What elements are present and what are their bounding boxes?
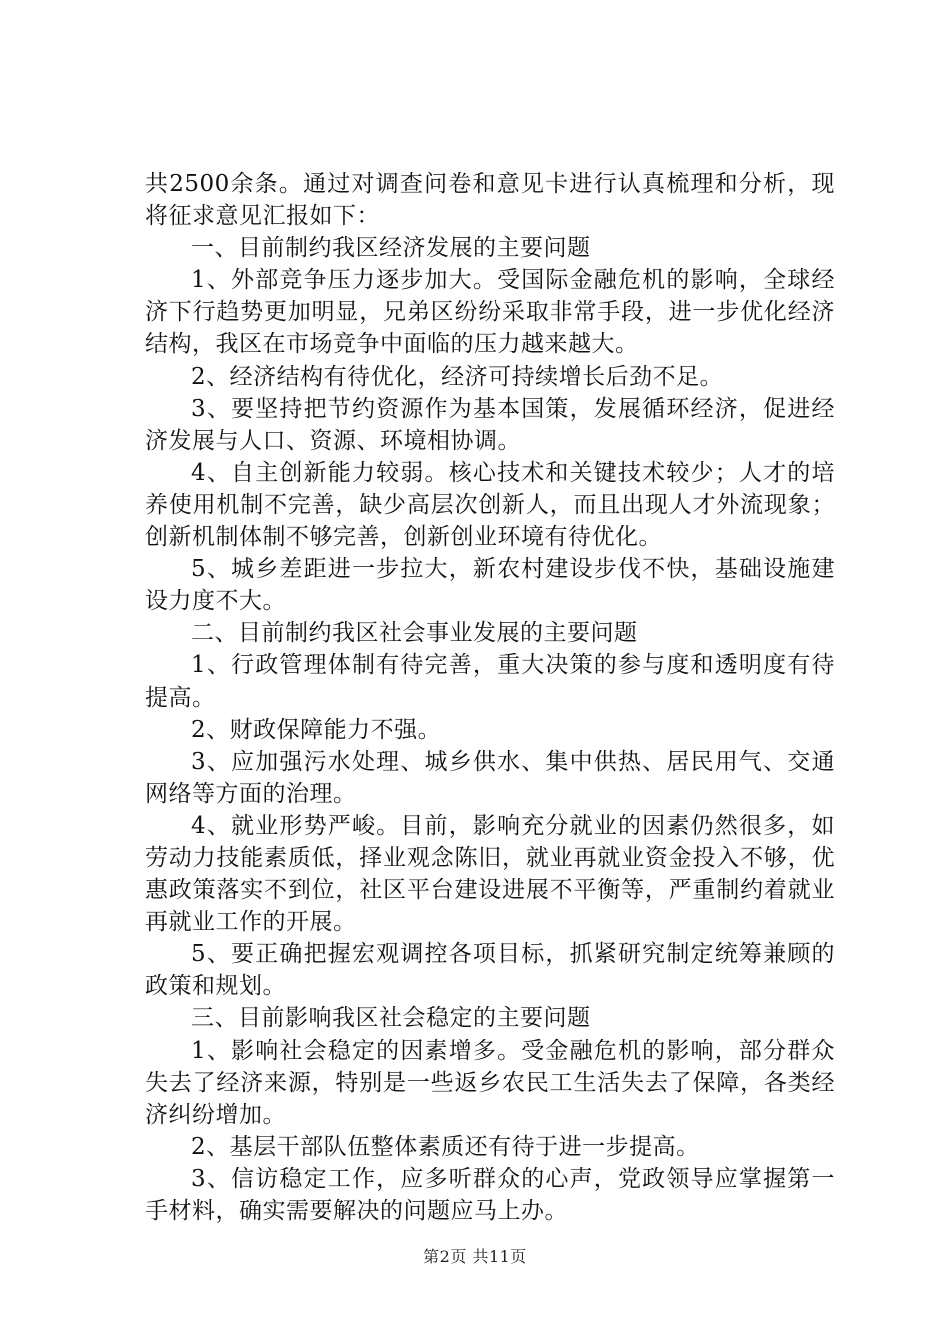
document-body — [145, 168, 835, 1227]
paragraph-economy-3: 3、要坚持把节约资源作为基本国策，发展循环经济，促进经济发展与人口、资源、环境相协调。 — [145, 395, 835, 454]
paragraph-continuation: 共2500余条。通过对调查问卷和意见卡进行认真梳理和分析，现将征求意见汇报如下： — [145, 171, 835, 230]
paragraph-stability-3: 3、信访稳定工作，应多听群众的心声，党政领导应掌握第一手材料，确实需要解决的问题应马上办。 — [145, 1165, 835, 1224]
section-heading-social: 二、目前制约我区社会事业发展的主要问题 — [191, 620, 638, 647]
section-heading-stability: 三、目前影响我区社会稳定的主要问题 — [191, 1005, 591, 1032]
paragraph-social-4: 4、就业形势严峻。目前，影响充分就业的因素仍然很多，如劳动力技能素质低，择业观念陈旧，就业再就业资金投入不够，优惠政策落实不到位，社区平台建设进展不平衡等，严重制约着就业再就业工作的开展。 — [145, 812, 835, 936]
paragraph-economy-1: 1、外部竞争压力逐步加大。受国际金融危机的影响，全球经济下行趋势更加明显，兄弟区纷纷采取非常手段，进一步优化经济结构，我区在市场竞争中面临的压力越来越大。 — [145, 267, 835, 358]
paragraph-social-2: 2、财政保障能力不强。 — [191, 716, 442, 743]
paragraph-stability-1: 1、影响社会稳定的因素增多。受金融危机的影响，部分群众失去了经济来源，特别是一些返乡农民工生活失去了保障，各类经济纠纷增加。 — [145, 1037, 835, 1128]
paragraph-economy-2: 2、经济结构有待优化，经济可持续增长后劲不足。 — [191, 363, 724, 390]
paragraph-social-3: 3、应加强污水处理、城乡供水、集中供热、居民用气、交通网络等方面的治理。 — [145, 748, 835, 807]
paragraph-stability-2: 2、基层干部队伍整体素质还有待于进一步提高。 — [191, 1133, 700, 1160]
paragraph-economy-5: 5、城乡差距进一步拉大，新农村建设步伐不快，基础设施建设力度不大。 — [145, 556, 835, 615]
paragraph-economy-4: 4、自主创新能力较弱。核心技术和关键技术较少；人才的培养使用机制不完善，缺少高层次创新人，而且出现人才外流现象；创新机制体制不够完善，创新创业环境有待优化。 — [145, 459, 835, 551]
paragraph-social-5: 5、要正确把握宏观调控各项目标，抓紧研究制定统筹兼顾的政策和规划。 — [145, 941, 835, 1000]
section-heading-economy: 一、目前制约我区经济发展的主要问题 — [191, 235, 591, 262]
page-number-footer: 第2页 共11页 — [423, 1247, 527, 1266]
paragraph-social-1: 1、行政管理体制有待完善，重大决策的参与度和透明度有待提高。 — [145, 652, 835, 711]
